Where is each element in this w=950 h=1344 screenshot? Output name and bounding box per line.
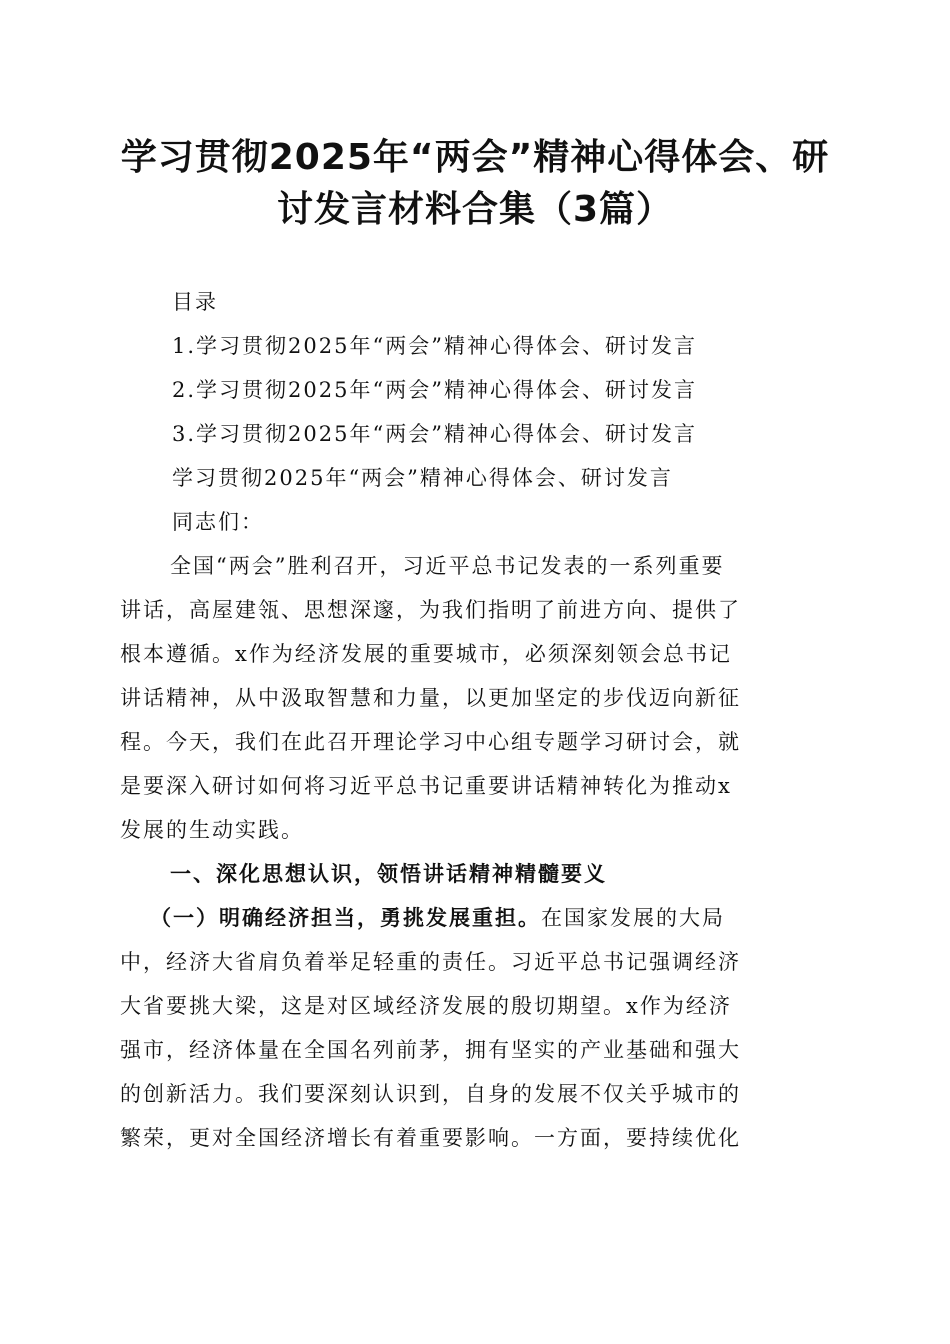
salutation: 同志们： (172, 510, 264, 534)
toc-item: 3.学习贯彻2025年“两会”精神心得体会、研讨发言 (172, 422, 697, 446)
title-line-1: 学习贯彻2025年“两会”精神心得体会、研 (120, 137, 830, 178)
section-heading: 一、深化思想认识，领悟讲话精神精髓要义 (170, 862, 607, 886)
paragraph-line: 是要深入研讨如何将习近平总书记重要讲话精神转化为推动x (120, 774, 732, 798)
document-title (100, 132, 850, 236)
article-title: 学习贯彻2025年“两会”精神心得体会、研讨发言 (172, 466, 673, 490)
paragraph-line: 程。今天，我们在此召开理论学习中心组专题学习研讨会，就 (120, 730, 741, 754)
toc-heading: 目录 (172, 290, 218, 314)
paragraph-line: 中，经济大省肩负着举足轻重的责任。习近平总书记强调经济 (120, 950, 741, 974)
sub-heading: （一）明确经济担当，勇挑发展重担。 (150, 906, 541, 930)
paragraph-line: 繁荣，更对全国经济增长有着重要影响。一方面，要持续优化 (120, 1126, 741, 1150)
toc-item: 1.学习贯彻2025年“两会”精神心得体会、研讨发言 (172, 334, 697, 358)
paragraph-text: 在国家发展的大局 (541, 906, 725, 930)
paragraph-line: 根本遵循。x作为经济发展的重要城市，必须深刻领会总书记 (120, 642, 732, 666)
paragraph-line: 大省要挑大梁，这是对区域经济发展的殷切期望。x作为经济 (120, 994, 732, 1018)
paragraph-line: 讲话，高屋建瓴、思想深邃，为我们指明了前进方向、提供了 (120, 598, 741, 622)
intro-paragraph (120, 544, 826, 852)
paragraph-line: 强市，经济体量在全国名列前茅，拥有坚实的产业基础和强大 (120, 1038, 741, 1062)
table-of-contents (172, 280, 697, 544)
title-line-2: 讨发言材料合集（3篇） (276, 189, 674, 230)
paragraph-line: 发展的生动实践。 (120, 818, 304, 842)
toc-item: 2.学习贯彻2025年“两会”精神心得体会、研讨发言 (172, 378, 697, 402)
paragraph-line: 全国“两会”胜利召开，习近平总书记发表的一系列重要 (170, 554, 725, 578)
section-one (120, 852, 826, 1160)
paragraph-line-first (120, 896, 826, 940)
paragraph-line: 的创新活力。我们要深刻认识到，自身的发展不仅关乎城市的 (120, 1082, 741, 1106)
paragraph-line: 讲话精神，从中汲取智慧和力量，以更加坚定的步伐迈向新征 (120, 686, 741, 710)
